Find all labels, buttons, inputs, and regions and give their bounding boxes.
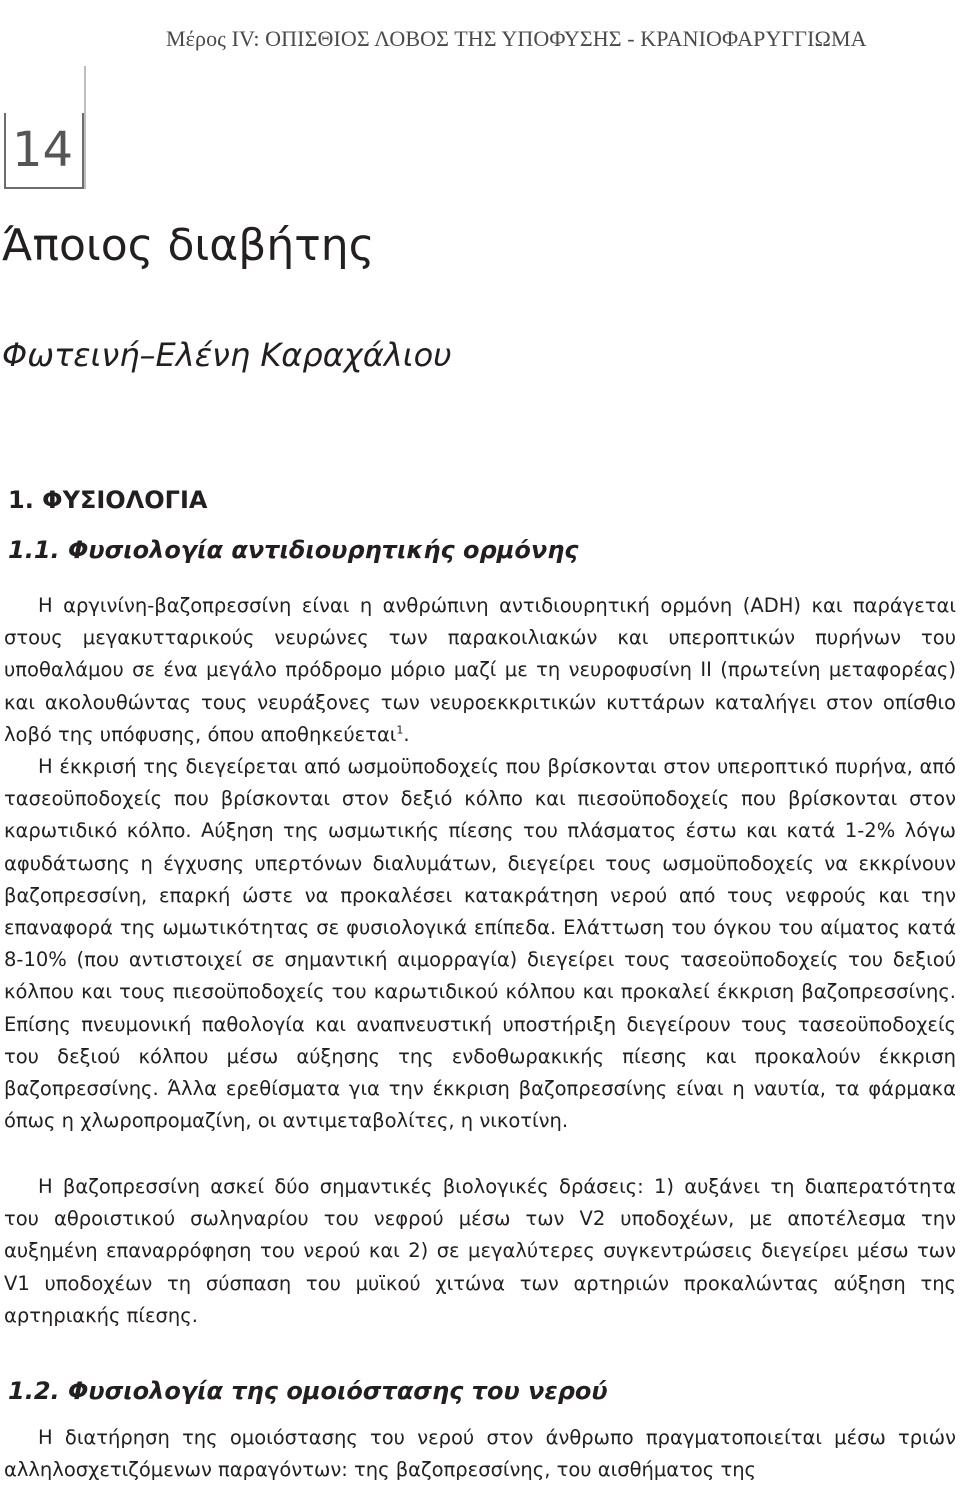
body-paragraph: Η διατήρηση της ομοιόστασης του νερού στον άνθρωπο πραγματοποιείται μέσω τριών αλληλοσχετιζόμενων παραγόντων: της βαζοπρεσσίνης, του αισθήματος της xyxy=(4,1426,956,1482)
chapter-title: Άποιος διαβήτης xyxy=(2,220,375,271)
chapter-number: 14 xyxy=(12,122,74,178)
body-paragraph: Η βαζοπρεσσίνη ασκεί δύο σημαντικές βιολογικές δράσεις: 1) αυξάνει τη διαπερατότητα του αθροιστικού σωληναρίου του νεφρού μέσω των V2 υποδοχέων, με αποτέλεσμα την αυξημένη επαναρρόφηση του νερού και 2) σε μεγαλύτερες συγκεντρώσεις διεγείρει μέσω των V1 υποδοχέων τη σύσπαση του μυϊκού χιτώνα των αρτηριών προκαλώντας αύξηση της αρτηριακής πίεσης. xyxy=(4,1175,956,1327)
paragraph-end: . xyxy=(403,722,410,746)
paragraph-text: Η αργινίνη-βαζοπρεσσίνη είναι η ανθρώπινη αντιδιουρητική ορμόνη (ADH) και παράγεται στους μεγακυτταρικούς νευρώνες των παρακοιλιακών και υπεροπτικών πυρήνων του υποθαλάμου σε ένα μεγάλο πρόδρομο μόριο μαζί με τη νευροφυσίνη II (πρωτείνη μεταφορέας) και ακολουθώντας τους νευράξονες των νευροεκκριτικών κυττάρων καταλήγει στον οπίσθιο λοβό της υπόφυσης, όπου αποθηκεύεται xyxy=(4,594,956,746)
body-paragraph xyxy=(4,590,956,751)
subsection-heading: 1.1. Φυσιολογία αντιδιουρητικής ορμόνης xyxy=(8,536,579,564)
subsection-heading: 1.2. Φυσιολογία της ομοιόστασης του νερού xyxy=(8,1377,608,1405)
chapter-rule xyxy=(84,66,86,189)
reference-marker: 1 xyxy=(396,723,404,737)
section-heading: 1. ΦΥΣΙΟΛΟΓΙΑ xyxy=(8,486,208,514)
body-paragraph: Η έκκρισή της διεγείρεται από ωσμοϋποδοχείς που βρίσκονται στον υπεροπτικό πυρήνα, από τασεοϋποδοχείς που βρίσκονται στον δεξιό κόλπο και πιεσοϋποδοχείς που βρίσκονται στον καρωτιδικό κόλπο. Αύξηση της ωσμωτικής πίεσης του πλάσματος έστω και κατά 1-2% λόγω αφυδάτωσης η έγχυσης υπερτόνων διαλυμάτων, διεγείρει τους ωσμοϋποδοχείς να εκκρίνουν βαζοπρεσσίνη, επαρκή ώστε να προκαλέσει κατακράτηση νερού από τους νεφρούς και την επαναφορά της ωμωτικότητας σε φυσιολογικά επίπεδα. Ελάττωση του όγκου του αίματος κατά 8-10% (που αντιστοιχεί σε σημαντική αιμορραγία) διεγείρει τους τασεοϋποδοχείς του δεξιού κόλπου και τους πιεσοϋποδοχείς του καρωτιδικού κόλπου και προκαλεί έκκριση βαζοπρεσσίνης. Επίσης πνευμονική παθολογία και αναπνευστική υποστήριξη διεγείρουν τους τασεοϋποδοχείς του δεξιού κόλπου μέσω αύξησης της ενδοθωρακικής πίεσης και προκαλούν έκκριση βαζοπρεσσίνης. Άλλα ερεθίσματα για την έκκριση βαζοπρεσσίνης είναι η ναυτία, τα φάρμακα όπως η χλωροπρομαζίνη, οι αντιμεταβολίτες, η νικοτίνη. xyxy=(4,755,956,1133)
running-header: Μέρος IV: ΟΠΙΣΘΙΟΣ ΛΟΒΟΣ ΤΗΣ ΥΠΟΦΥΣΗΣ - ΚΡΑΝΙΟΦΑΡΥΓΓΙΩΜΑ xyxy=(166,26,867,51)
chapter-author: Φωτεινή–Ελένη Καραχάλιου xyxy=(2,336,452,374)
